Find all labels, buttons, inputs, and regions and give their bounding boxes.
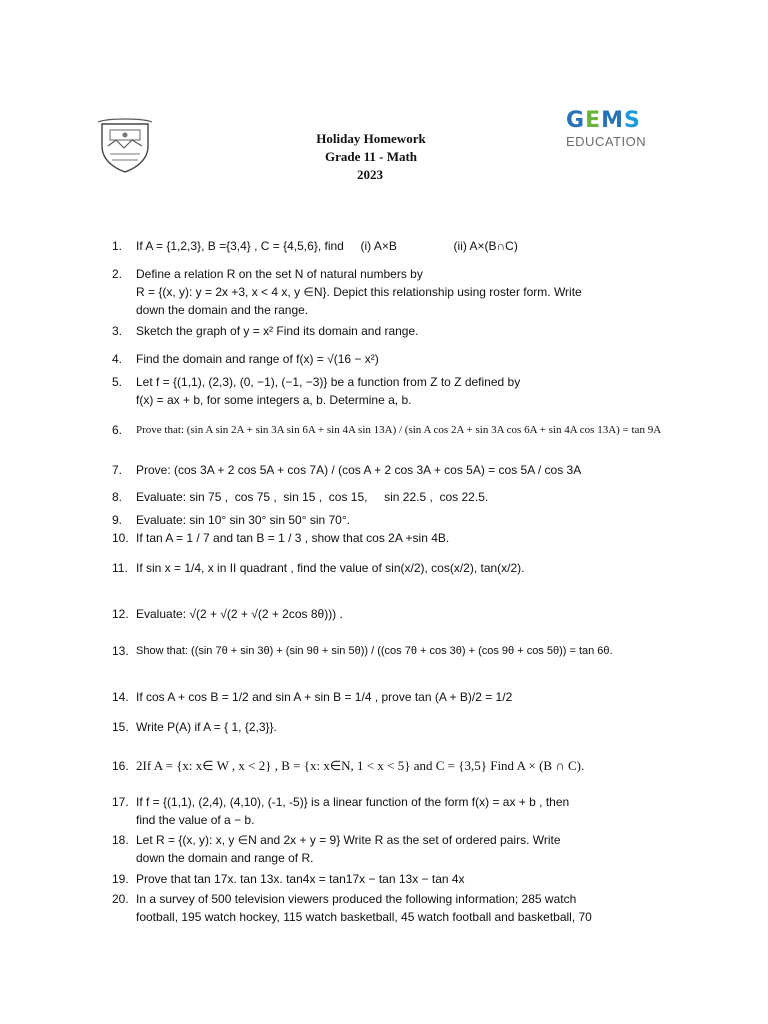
question-text: Prove that tan 17x. tan 13x. tan4x = tan17x − tan 13x − tan 4x	[136, 872, 465, 886]
question-text: If cos A + cos B = 1/2 and sin A + sin B = 1/4 , prove tan (A + B)/2 = 1/2	[136, 690, 513, 704]
question-number: 9.	[112, 513, 123, 527]
question-number: 15.	[112, 720, 129, 734]
gems-logo-letter: E	[585, 108, 602, 133]
question-text: If sin x = 1/4, x in II quadrant , find the value of sin(x/2), cos(x/2), tan(x/2).	[136, 561, 525, 575]
gems-logo-letter: G	[566, 108, 586, 133]
question-text-line: down the domain and the range.	[136, 303, 309, 317]
question-text: Let R = {(x, y): x, y ∈N and 2x + y = 9} Write R as the set of ordered pairs. Write	[136, 833, 561, 847]
question-number: 12.	[112, 607, 129, 621]
gems-logo-subtitle: EDUCATION	[566, 134, 647, 149]
question-text-line: R = {(x, y): y = 2x +3, x < 4 x, y ∈N}. Depict this relationship using roster form. Write	[136, 285, 582, 299]
question-text-line: football, 195 watch hockey, 115 watch basketball, 45 watch football and basketball, 70	[136, 910, 592, 924]
question-text: Prove: (cos 3A + 2 cos 5A + cos 7A) / (cos A + 2 cos 3A + cos 5A) = cos 5A / cos 3A	[136, 463, 582, 477]
question-number: 16.	[112, 759, 129, 773]
gems-logo-mark	[566, 110, 648, 132]
question-number: 8.	[112, 490, 123, 504]
question-number: 19.	[112, 872, 129, 886]
question-number: 4.	[112, 352, 123, 366]
question-text-line: f(x) = ax + b, for some integers a, b. Determine a, b.	[136, 393, 412, 407]
question-text: If A = {1,2,3}, B ={3,4} , C = {4,5,6}, find (i) A×B (ii) A×(B∩C)	[136, 239, 518, 253]
title-line: Holiday Homework	[316, 131, 426, 146]
question-number: 1.	[112, 239, 123, 253]
question-text: In a survey of 500 television viewers produced the following information; 285 watch	[136, 892, 577, 906]
question-text: Find the domain and range of f(x) = √(16 − x²)	[136, 352, 379, 366]
question-number: 18.	[112, 833, 129, 847]
question-text-line: find the value of a − b.	[136, 813, 255, 827]
question-number: 2.	[112, 267, 123, 281]
gems-logo-letter: M	[601, 108, 624, 133]
question-number: 14.	[112, 690, 129, 704]
question-text: Let f = {(1,1), (2,3), (0, −1), (−1, −3)} be a function from Z to Z defined by	[136, 375, 521, 389]
question-text: Sketch the graph of y = x² Find its domain and range.	[136, 324, 419, 338]
question-number: 13.	[112, 644, 129, 658]
question-number: 5.	[112, 375, 123, 389]
grade-line: Grade 11 - Math	[324, 149, 418, 164]
question-text: If f = {(1,1), (2,4), (4,10), (-1, -5)} is a linear function of the form f(x) = ax + b , then	[136, 795, 570, 809]
question-text: If tan A = 1 / 7 and tan B = 1 / 3 , show that cos 2A +sin 4B.	[136, 531, 450, 545]
question-text: Evaluate: √(2 + √(2 + √(2 + 2cos 8θ))) .	[136, 607, 343, 621]
question-number: 3.	[112, 324, 123, 338]
document-heading	[0, 130, 768, 184]
question-number: 20.	[112, 892, 129, 906]
question-text: Show that: ((sin 7θ + sin 3θ) + (sin 9θ + sin 5θ)) / ((cos 7θ + cos 3θ) + (cos 9θ + cos 5θ)) = tan 6θ.	[136, 645, 613, 657]
gems-logo-letter: S	[624, 108, 641, 133]
year-line: 2023	[357, 167, 383, 182]
question-number: 7.	[112, 463, 123, 477]
question-number: 6.	[112, 423, 123, 437]
question-number: 17.	[112, 795, 129, 809]
question-text: Evaluate: sin 75 , cos 75 , sin 15 , cos 15, sin 22.5 , cos 22.5.	[136, 490, 489, 504]
question-text-line: down the domain and range of R.	[136, 851, 314, 865]
question-text: 2If A = {x: x∈ W , x < 2} , B = {x: x∈N, 1 < x < 5} and C = {3,5} Find A × (B ∩ C).	[136, 758, 585, 773]
question-number: 11.	[112, 561, 128, 575]
question-text: Write P(A) if A = { 1, {2,3}}.	[136, 720, 277, 734]
question-number: 10.	[112, 531, 129, 545]
question-text: Define a relation R on the set N of natural numbers by	[136, 267, 423, 281]
question-text: Evaluate: sin 10° sin 30° sin 50° sin 70°.	[136, 513, 350, 527]
question-text: Prove that: (sin A sin 2A + sin 3A sin 6A + sin 4A sin 13A) / (sin A cos 2A + sin 3A cos 6A + sin 4A cos 13A) = tan 9A	[136, 424, 662, 436]
